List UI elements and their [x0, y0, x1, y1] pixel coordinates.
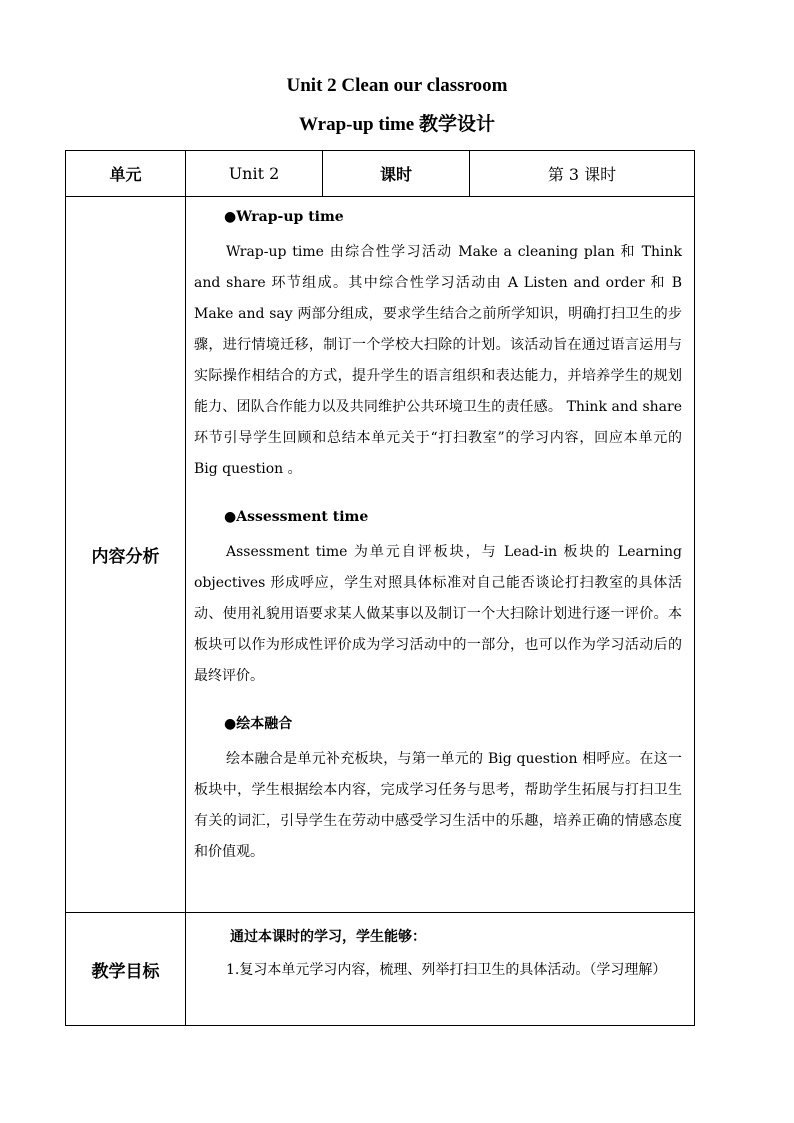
- section-text: 绘本融合是单元补充板块，与第一单元的 Big question 相呼应。在这一板块中，学生根据绘本内容，完成学习任务与思考，帮助学生拓展与打扫卫生有关的词汇，引导学生在劳动中感受学习生活中的乐趣，培养正确的情感态度和价值观。: [194, 751, 682, 860]
- content-analysis-row: [66, 197, 695, 913]
- header-row: [66, 151, 695, 197]
- lesson-label: 课时: [323, 151, 470, 197]
- section-title: ●绘本融合: [224, 716, 293, 732]
- lesson-plan-table: [65, 150, 695, 1026]
- section-title: ●Wrap-up time: [224, 209, 344, 225]
- section-text: Wrap-up time 由综合性学习活动 Make a cleaning plan 和 Think and share 环节组成。其中综合性学习活动由 A Listen and order 和 B Make and say 两部分组成，要求学生结合之前所学知识，明确打扫卫生的步骤，进行情境迁移，制订一个学校大扫除的计划。该活动旨在通过语言运用与实际操作相结合的方式，提升学生的语言组织和表达能力，并培养学生的规划能力、团队合作能力以及共同维护公共环境卫生的责任感。 Think and share 环节引导学生回顾和总结本单元关于“打扫教室”的学习内容，回应本单元的 Big question 。: [194, 244, 682, 477]
- lesson-value: 第 3 课时: [470, 151, 695, 197]
- content-analysis-label: 内容分析: [66, 197, 186, 913]
- document-title: Unit 2 Clean our classroom: [286, 75, 508, 96]
- document-subtitle: Wrap-up time 教学设计: [299, 114, 495, 135]
- unit-label: 单元: [66, 151, 186, 197]
- section-text: Assessment time 为单元自评板块，与 Lead-in 板块的 Learning objectives 形成呼应，学生对照具体标准对自己能否谈论打扫教室的具体活动、使用礼貌用语要求某人做某事以及制订一个大扫除计划进行逐一评价。本板块可以作为形成性评价成为学习活动中的一部分，也可以作为学习活动后的最终评价。: [194, 544, 682, 684]
- section-title: ●Assessment time: [224, 509, 369, 525]
- content-analysis-cell: [186, 197, 695, 913]
- goals-intro: 通过本课时的学习，学生能够：: [230, 929, 426, 945]
- teaching-goals-cell: [186, 913, 695, 1026]
- teaching-goals-row: [66, 913, 695, 1026]
- teaching-goals-label: 教学目标: [66, 913, 186, 1026]
- goal-item: 1.复习本单元学习内容，梳理、列举打扫卫生的具体活动。（学习理解）: [226, 962, 667, 978]
- unit-value: Unit 2: [186, 151, 323, 197]
